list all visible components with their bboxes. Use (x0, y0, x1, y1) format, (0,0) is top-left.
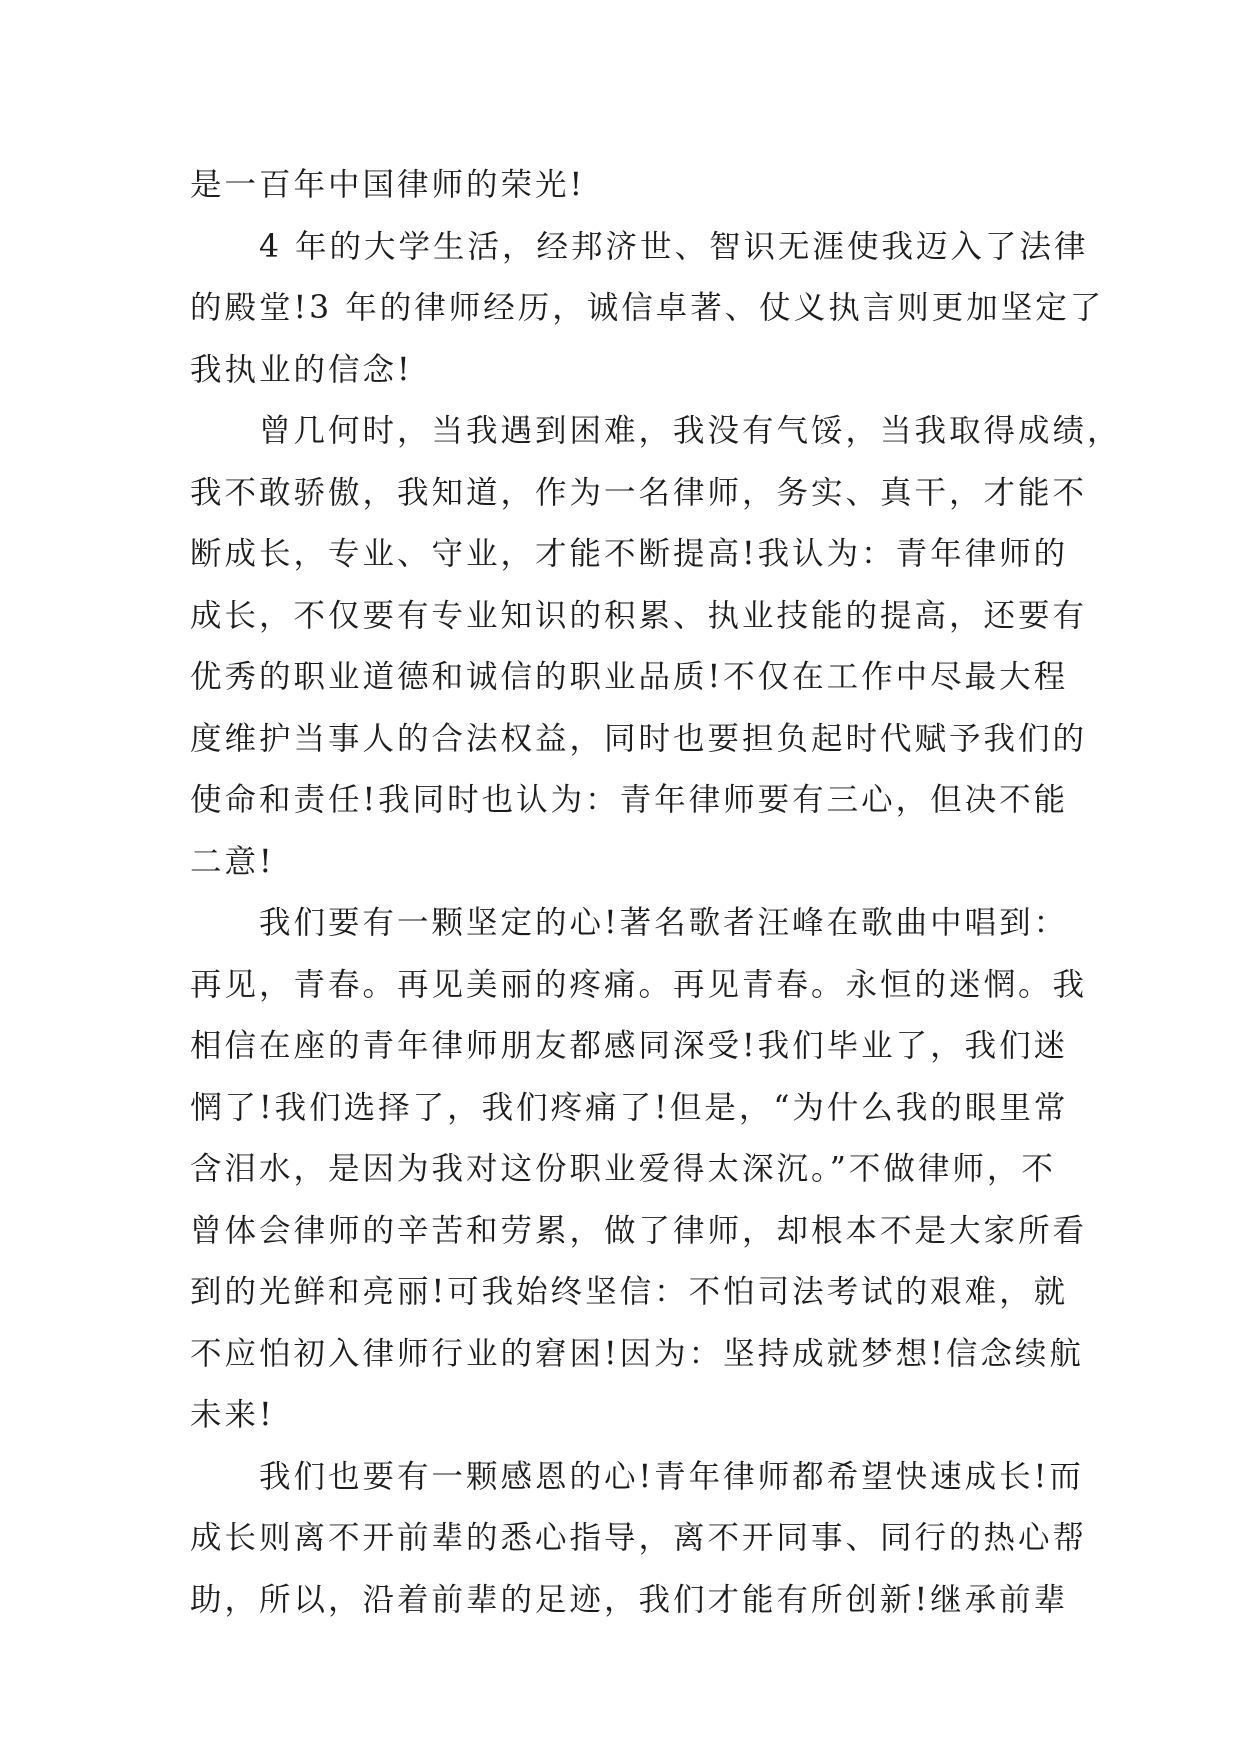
text-line: 的殿堂!3 年的律师经历，诚信卓著、仗义执言则更加坚定了 (190, 290, 1105, 326)
text-line: 成长则离不开前辈的悉心指导，离不开同事、同行的热心帮 (190, 1520, 1088, 1556)
text-line: 相信在座的青年律师朋友都感同深受!我们毕业了，我们迷 (190, 1028, 1069, 1064)
text-line: 曾体会律师的辛苦和劳累，做了律师，却根本不是大家所看 (190, 1212, 1088, 1249)
text-line: 成长，不仅要有专业知识的积累、执业技能的提高，还要有 (190, 597, 1088, 634)
text-line: 我执业的信念! (190, 351, 413, 388)
paragraph-first-line: 曾几何时，当我遇到困难，我没有气馁，当我取得成绩， (259, 413, 1122, 449)
text-line: 使命和责任!我同时也认为：青年律师要有三心，但决不能 (190, 782, 1069, 818)
text-line: 再见，青春。再见美丽的疼痛。再见青春。永恒的迷惘。我 (190, 966, 1088, 1003)
paragraph-first-line: 我们也要有一颗感恩的心!青年律师都希望快速成长!而 (259, 1458, 1084, 1495)
text-line: 二意! (190, 843, 275, 880)
text-line: 优秀的职业道德和诚信的职业品质!不仅在工作中尽最大程 (190, 659, 1069, 695)
text-line: 我不敢骄傲，我知道，作为一名律师，务实、真干，才能不 (190, 474, 1088, 511)
paragraph-first-line: 我们要有一颗坚定的心!著名歌者汪峰在歌曲中唱到： (259, 905, 1069, 941)
text-line: 断成长，专业、守业，才能不断提高!我认为：青年律师的 (190, 536, 1069, 572)
paragraph-first-line: 4 年的大学生活，经邦济世、智识无涯使我迈入了法律 (259, 228, 1089, 265)
text-line: 未来! (190, 1397, 275, 1433)
text-line: 含泪水，是因为我对这份职业爱得太深沉。”不做律师，不 (190, 1151, 1056, 1187)
text-line: 到的光鲜和亮丽!可我始终坚信：不怕司法考试的艰难，就 (190, 1274, 1069, 1310)
text-line: 度维护当事人的合法权益，同时也要担负起时代赋予我们的 (190, 720, 1088, 757)
text-line: 是一百年中国律师的荣光! (190, 167, 586, 203)
text-line: 不应怕初入律师行业的窘困!因为：坚持成就梦想!信念续航 (190, 1335, 1084, 1372)
document-body (190, 155, 1122, 1631)
text-line: 助，所以，沿着前辈的足迹，我们才能有所创新!继承前辈 (190, 1581, 1069, 1618)
text-line: 惘了!我们选择了，我们疼痛了!但是，“为什么我的眼里常 (190, 1089, 1069, 1126)
